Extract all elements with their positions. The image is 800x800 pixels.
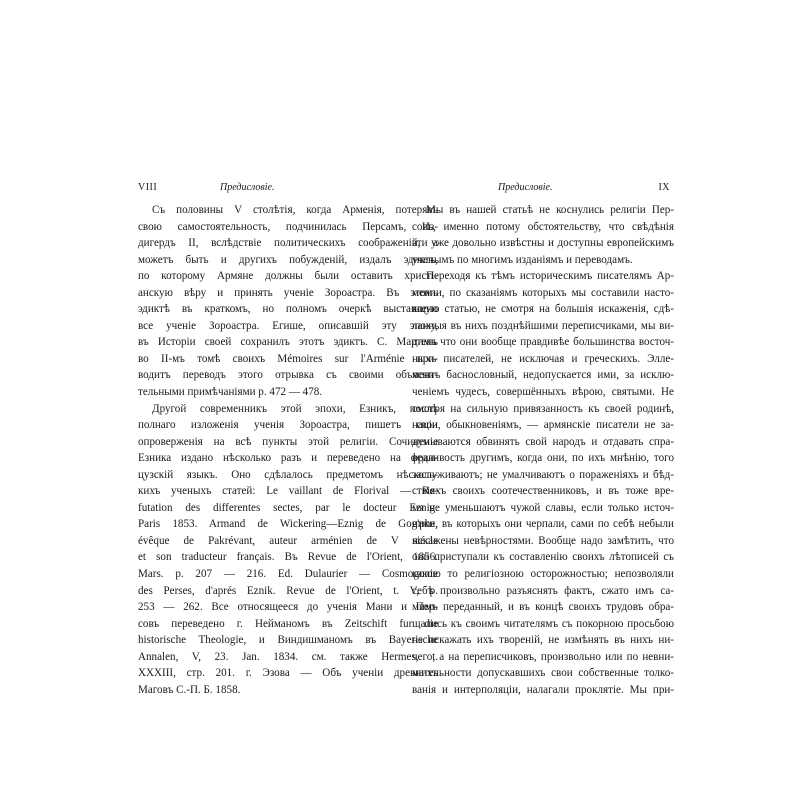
text-line: ванія и интерполяціи, налагали проклятіе. Мы при- [412,683,674,696]
text-line: ментъ баснословный, недопускается ими, за исклю- [412,369,674,382]
left-page [138,182,438,698]
text-line: эдиктѣ въ краткомъ, но полномъ очеркѣ выставлено [138,303,438,316]
text-line: въ Исторіи своей сохранилъ этотъ эдиктъ. С. Мартенъ [138,336,438,349]
text-line: ланныя въ нихъ позднѣйшими переписчиками, мы ви- [412,319,674,332]
text-line: Мы въ нашей статьѣ не коснулись религіи Пер- [426,204,674,216]
left-running-head [138,182,438,196]
text-line: во II-мъ томѣ своихъ Mémoires sur l'Arménie при- [138,352,438,365]
text-line: ченіемъ чудесъ, совершённыхъ вѣрою, святыми. Не [412,386,674,399]
text-line: мении, по сказаніямъ которыхъ мы составили насто- [412,286,674,299]
text-line: себѣ произвольно разъяснять фактъ, сжато имъ са- [412,584,674,597]
text-line: чего, а на переписчиковъ, произвольно или по невни- [412,650,674,663]
left-running-title: Предисловіе. [220,182,275,193]
text-line: ученымъ по многимъ изданіямъ и переводамъ. [412,253,633,266]
text-line: ящую статью, не смотря на большія искаженія, сдѣ- [412,303,674,316]
text-line: димъ что они вообще правдивѣе большинства восточ- [412,336,674,349]
text-line: historische Theologie, и Виндишманомъ въ Bayerische [138,634,438,647]
text-line: не искажать ихъ твореній, не измѣнять въ нихъ ни- [412,634,674,647]
right-running-head [412,182,674,196]
text-line: тельными примѣчаніями p. 472 — 478. [138,386,323,399]
text-line: Маговъ С.-П. Б. 1858. [138,683,241,696]
text-line: мательности допускавшихъ свои собственные толко- [412,667,674,680]
right-page-number: IX [658,182,670,193]
text-line: Другой современникъ этой эпохи, Езникъ, послѣ [152,402,438,415]
text-line: полнаго изложенія ученія Зороастра, пишетъ свои [138,419,438,432]
text-line: по которому Армяне должны были оставить христі- [138,270,438,283]
text-line: мимъ переданный, и въ концѣ своихъ трудовъ обра- [412,601,674,614]
text-line: націи, обыкновеніямъ, — армянскіе писатели не за- [412,419,674,432]
text-line: щались къ своимъ читателямъ съ покорною просьбою [412,617,674,630]
text-line: искажены невѣрностями. Вообще надо замѣтить, что [412,534,674,547]
text-line: дигердъ II, вслѣдствіе политическихъ соображеній, а [138,237,438,250]
text-line: опроверженія на всѣ пункты этой религіи. Сочиненіе [138,435,438,448]
text-line: ныхъ писателей, не исключая и греческихъ. Элле- [412,352,674,365]
text-line: совъ переведено г. Нейманомъ въ Zeitschift fur die [138,617,438,630]
right-running-title: Предисловіе. [498,182,553,193]
text-line: Annalen, V, 23. Jan. 1834. см. также Hermes, t. [138,650,438,663]
text-line: мя не уменьшаютъ чужой славы, если только источ- [412,501,674,514]
left-page-number: VIII [138,182,158,193]
text-line: futation des differentes sectes, par le docteur Eznig. [138,501,438,514]
text-line: цузскій языкъ. Оно сдѣлалось предметомъ нѣсколь- [138,468,438,481]
text-line: Переходя къ тѣмъ историческимъ писателямъ Ар- [426,270,674,283]
text-line: они приступали къ составленію своихъ лѣтописей съ [412,551,674,564]
text-line: смотря на сильную привязанность къ своей родинѣ, [412,402,674,415]
text-line: свою самостоятельность, подчинилась Персамъ, Из- [138,220,438,233]
text-line: Mars. p. 207 — 216. Ed. Dulaurier — Cosmogonie [138,568,438,581]
text-line: ствіяхъ своихъ соотечественниковъ, и въ тоже вре- [412,485,674,498]
text-line: XXXIII, стр. 201. г. Эзова — Объ ученіи древнихъ [138,667,438,680]
text-line: Съ половины V столѣтія, когда Арменія, потерявъ [152,204,438,216]
text-line: думываются обвинять свой народъ и отдавать спра- [412,435,674,448]
text-line: évêque de Pakrévant, auteur arménien de V siécle [138,534,438,547]
text-line: Езника издано нѣсколько разъ и переведено на фран- [138,452,438,465]
text-line: Paris 1853. Armand de Wickering—Eznig de Gog'phe, [138,518,438,531]
text-line: какою то религіозною осторожностью; непозволяли [412,568,674,581]
right-page [412,182,674,698]
text-line: ведливость другимъ, когда они, по ихъ мнѣнію, того [412,452,674,465]
text-line: совъ, именно потому обстоятельству, что свѣдѣнія [412,220,674,233]
text-line: et son traducteur français. Въ Revue de l'Orient, 1856. [138,551,438,564]
text-line: эти уже довольно извѣстны и доступны европейскимъ [412,237,674,250]
text-line: все ученіе Зороастра. Егише, описавшій эту эпоху, [138,319,438,332]
text-line: кихъ ученыхъ статей: Le vaillant de Florival — Re- [138,485,438,498]
text-line: ники, въ которыхъ они черпали, сами по себѣ небыли [412,518,674,531]
text-line: анскую вѣру и принять ученіе Зороастра. Въ этомъ [138,286,438,299]
left-page-text [138,202,438,698]
text-line: можетъ быть и другихъ побужденій, издалъ эдиктъ, [138,253,438,266]
text-line: заслуживаютъ; не умалчиваютъ о пораженіяхъ и бѣд- [412,468,674,481]
text-line: des Perses, d'aprés Eznik. Revue de l'Orient, t. V, p. [138,584,438,597]
text-line: 253 — 262. Все относящееся до ученія Мани и Пер- [138,601,438,614]
text-line: водитъ переводъ этого отрывка съ своими объясни- [138,369,438,382]
right-page-text [412,202,674,698]
